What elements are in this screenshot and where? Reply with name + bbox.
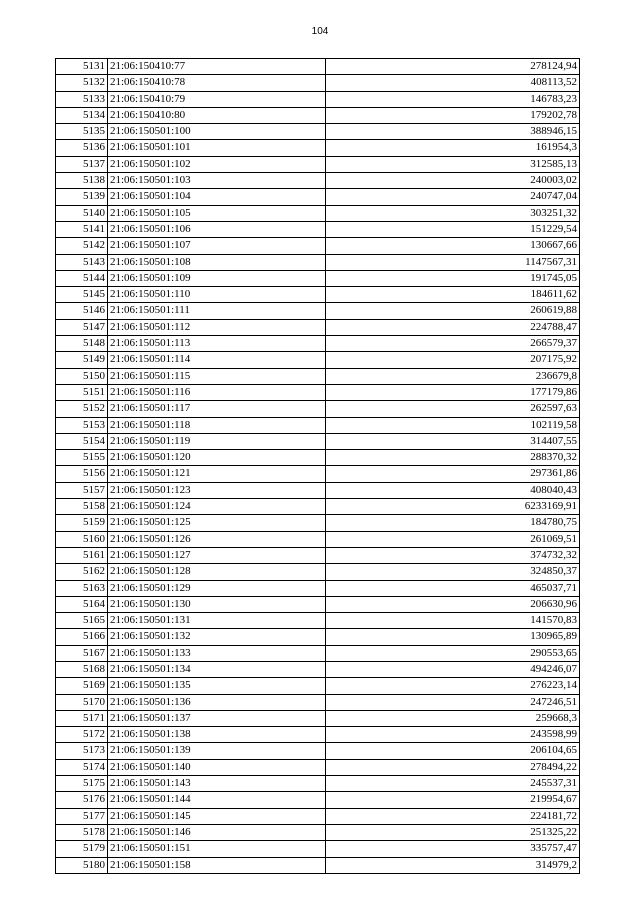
value-cell: 141570,83	[326, 613, 580, 629]
value-cell: 266579,37	[326, 336, 580, 352]
cadastral-number-cell: 21:06:150501:103	[108, 173, 326, 189]
value-cell: 240003,02	[326, 173, 580, 189]
value-cell: 224788,47	[326, 319, 580, 335]
row-number-cell: 5174	[56, 759, 108, 775]
cadastral-number-cell: 21:06:150501:126	[108, 531, 326, 547]
value-cell: 408040,43	[326, 482, 580, 498]
table-row	[56, 482, 580, 498]
row-number-cell: 5147	[56, 319, 108, 335]
value-cell: 335757,47	[326, 841, 580, 857]
table-row	[56, 384, 580, 400]
value-cell: 191745,05	[326, 270, 580, 286]
value-cell: 206104,65	[326, 743, 580, 759]
cadastral-number-cell: 21:06:150501:119	[108, 433, 326, 449]
row-number-cell: 5164	[56, 596, 108, 612]
row-number-cell: 5159	[56, 515, 108, 531]
cadastral-number-cell: 21:06:150501:117	[108, 401, 326, 417]
table-row	[56, 857, 580, 873]
table-row	[56, 91, 580, 107]
row-number-cell: 5169	[56, 678, 108, 694]
table-row	[56, 759, 580, 775]
cadastral-number-cell: 21:06:150501:137	[108, 710, 326, 726]
table-row	[56, 613, 580, 629]
value-cell: 276223,14	[326, 678, 580, 694]
table-row	[56, 450, 580, 466]
table-row	[56, 694, 580, 710]
table-row	[56, 743, 580, 759]
row-number-cell: 5155	[56, 450, 108, 466]
value-cell: 260619,88	[326, 303, 580, 319]
value-cell: 278124,94	[326, 59, 580, 75]
table-row	[56, 466, 580, 482]
value-cell: 312585,13	[326, 156, 580, 172]
value-cell: 1147567,31	[326, 254, 580, 270]
cadastral-value-table	[55, 58, 580, 874]
row-number-cell: 5157	[56, 482, 108, 498]
table-row	[56, 841, 580, 857]
cadastral-number-cell: 21:06:150501:108	[108, 254, 326, 270]
cadastral-number-cell: 21:06:150501:127	[108, 547, 326, 563]
row-number-cell: 5150	[56, 368, 108, 384]
table-row	[56, 287, 580, 303]
table-row	[56, 710, 580, 726]
table-row	[56, 776, 580, 792]
row-number-cell: 5170	[56, 694, 108, 710]
row-number-cell: 5140	[56, 205, 108, 221]
row-number-cell: 5171	[56, 710, 108, 726]
row-number-cell: 5175	[56, 776, 108, 792]
cadastral-number-cell: 21:06:150501:113	[108, 336, 326, 352]
value-cell: 184780,75	[326, 515, 580, 531]
row-number-cell: 5148	[56, 336, 108, 352]
row-number-cell: 5180	[56, 857, 108, 873]
cadastral-number-cell: 21:06:150501:135	[108, 678, 326, 694]
value-cell: 130667,66	[326, 238, 580, 254]
row-number-cell: 5139	[56, 189, 108, 205]
row-number-cell: 5162	[56, 564, 108, 580]
cadastral-number-cell: 21:06:150501:118	[108, 417, 326, 433]
cadastral-number-cell: 21:06:150501:124	[108, 499, 326, 515]
cadastral-number-cell: 21:06:150501:140	[108, 759, 326, 775]
table-row	[56, 140, 580, 156]
value-cell: 408113,52	[326, 75, 580, 91]
value-cell: 245537,31	[326, 776, 580, 792]
cadastral-number-cell: 21:06:150410:80	[108, 107, 326, 123]
table-row	[56, 580, 580, 596]
table-row	[56, 531, 580, 547]
value-cell: 290553,65	[326, 645, 580, 661]
cadastral-number-cell: 21:06:150501:116	[108, 384, 326, 400]
row-number-cell: 5152	[56, 401, 108, 417]
value-cell: 206630,96	[326, 596, 580, 612]
value-cell: 219954,67	[326, 792, 580, 808]
value-cell: 465037,71	[326, 580, 580, 596]
row-number-cell: 5178	[56, 824, 108, 840]
table-row	[56, 124, 580, 140]
row-number-cell: 5145	[56, 287, 108, 303]
row-number-cell: 5133	[56, 91, 108, 107]
table-row	[56, 173, 580, 189]
row-number-cell: 5143	[56, 254, 108, 270]
table-row	[56, 107, 580, 123]
row-number-cell: 5138	[56, 173, 108, 189]
cadastral-number-cell: 21:06:150501:110	[108, 287, 326, 303]
value-cell: 151229,54	[326, 221, 580, 237]
value-cell: 297361,86	[326, 466, 580, 482]
cadastral-number-cell: 21:06:150501:145	[108, 808, 326, 824]
cadastral-number-cell: 21:06:150501:115	[108, 368, 326, 384]
value-cell: 314407,55	[326, 433, 580, 449]
row-number-cell: 5172	[56, 727, 108, 743]
cadastral-number-cell: 21:06:150501:144	[108, 792, 326, 808]
row-number-cell: 5161	[56, 547, 108, 563]
cadastral-number-cell: 21:06:150501:120	[108, 450, 326, 466]
value-cell: 179202,78	[326, 107, 580, 123]
cadastral-number-cell: 21:06:150501:131	[108, 613, 326, 629]
table-row	[56, 678, 580, 694]
row-number-cell: 5154	[56, 433, 108, 449]
value-cell: 6233169,91	[326, 499, 580, 515]
table-row	[56, 661, 580, 677]
cadastral-number-cell: 21:06:150501:121	[108, 466, 326, 482]
cadastral-number-cell: 21:06:150501:151	[108, 841, 326, 857]
row-number-cell: 5173	[56, 743, 108, 759]
cadastral-number-cell: 21:06:150501:104	[108, 189, 326, 205]
row-number-cell: 5165	[56, 613, 108, 629]
cadastral-number-cell: 21:06:150501:134	[108, 661, 326, 677]
value-cell: 314979,2	[326, 857, 580, 873]
cadastral-number-cell: 21:06:150501:106	[108, 221, 326, 237]
row-number-cell: 5151	[56, 384, 108, 400]
table-row	[56, 270, 580, 286]
row-number-cell: 5136	[56, 140, 108, 156]
table-body	[56, 59, 580, 874]
value-cell: 494246,07	[326, 661, 580, 677]
table-row	[56, 156, 580, 172]
value-cell: 324850,37	[326, 564, 580, 580]
row-number-cell: 5158	[56, 499, 108, 515]
value-cell: 146783,23	[326, 91, 580, 107]
table-row	[56, 824, 580, 840]
table-row	[56, 352, 580, 368]
table-row	[56, 433, 580, 449]
row-number-cell: 5153	[56, 417, 108, 433]
row-number-cell: 5144	[56, 270, 108, 286]
table-row	[56, 238, 580, 254]
value-cell: 251325,22	[326, 824, 580, 840]
table-row	[56, 499, 580, 515]
row-number-cell: 5142	[56, 238, 108, 254]
row-number-cell: 5176	[56, 792, 108, 808]
value-cell: 262597,63	[326, 401, 580, 417]
cadastral-number-cell: 21:06:150501:136	[108, 694, 326, 710]
cadastral-number-cell: 21:06:150501:112	[108, 319, 326, 335]
row-number-cell: 5166	[56, 629, 108, 645]
table-row	[56, 303, 580, 319]
cadastral-number-cell: 21:06:150501:129	[108, 580, 326, 596]
cadastral-number-cell: 21:06:150501:158	[108, 857, 326, 873]
row-number-cell: 5135	[56, 124, 108, 140]
cadastral-number-cell: 21:06:150501:125	[108, 515, 326, 531]
cadastral-number-cell: 21:06:150501:143	[108, 776, 326, 792]
row-number-cell: 5149	[56, 352, 108, 368]
value-cell: 288370,32	[326, 450, 580, 466]
value-cell: 388946,15	[326, 124, 580, 140]
cadastral-number-cell: 21:06:150501:139	[108, 743, 326, 759]
table-row	[56, 401, 580, 417]
cadastral-number-cell: 21:06:150410:77	[108, 59, 326, 75]
value-cell: 102119,58	[326, 417, 580, 433]
row-number-cell: 5141	[56, 221, 108, 237]
value-cell: 278494,22	[326, 759, 580, 775]
table-row	[56, 645, 580, 661]
cadastral-number-cell: 21:06:150501:111	[108, 303, 326, 319]
value-cell: 374732,32	[326, 547, 580, 563]
value-cell: 261069,51	[326, 531, 580, 547]
cadastral-number-cell: 21:06:150501:123	[108, 482, 326, 498]
cadastral-number-cell: 21:06:150501:133	[108, 645, 326, 661]
value-cell: 303251,32	[326, 205, 580, 221]
value-cell: 161954,3	[326, 140, 580, 156]
row-number-cell: 5160	[56, 531, 108, 547]
page-number: 104	[311, 26, 329, 37]
cadastral-number-cell: 21:06:150501:101	[108, 140, 326, 156]
table-row	[56, 336, 580, 352]
cadastral-number-cell: 21:06:150501:138	[108, 727, 326, 743]
table-row	[56, 75, 580, 91]
cadastral-number-cell: 21:06:150501:146	[108, 824, 326, 840]
cadastral-number-cell: 21:06:150501:109	[108, 270, 326, 286]
table-row	[56, 205, 580, 221]
value-cell: 177179,86	[326, 384, 580, 400]
value-cell: 184611,62	[326, 287, 580, 303]
row-number-cell: 5131	[56, 59, 108, 75]
cadastral-number-cell: 21:06:150410:78	[108, 75, 326, 91]
table-row	[56, 189, 580, 205]
value-cell: 240747,04	[326, 189, 580, 205]
cadastral-number-cell: 21:06:150501:114	[108, 352, 326, 368]
row-number-cell: 5146	[56, 303, 108, 319]
row-number-cell: 5179	[56, 841, 108, 857]
cadastral-number-cell: 21:06:150410:79	[108, 91, 326, 107]
table-row	[56, 564, 580, 580]
table-row	[56, 596, 580, 612]
cadastral-number-cell: 21:06:150501:132	[108, 629, 326, 645]
cadastral-number-cell: 21:06:150501:102	[108, 156, 326, 172]
row-number-cell: 5163	[56, 580, 108, 596]
table-row	[56, 792, 580, 808]
table-row	[56, 515, 580, 531]
row-number-cell: 5167	[56, 645, 108, 661]
row-number-cell: 5156	[56, 466, 108, 482]
value-cell: 259668,3	[326, 710, 580, 726]
value-cell: 224181,72	[326, 808, 580, 824]
cadastral-number-cell: 21:06:150501:105	[108, 205, 326, 221]
table-row	[56, 368, 580, 384]
value-cell: 130965,89	[326, 629, 580, 645]
cadastral-number-cell: 21:06:150501:128	[108, 564, 326, 580]
row-number-cell: 5132	[56, 75, 108, 91]
value-cell: 243598,99	[326, 727, 580, 743]
value-cell: 207175,92	[326, 352, 580, 368]
row-number-cell: 5177	[56, 808, 108, 824]
table-row	[56, 221, 580, 237]
table-row	[56, 254, 580, 270]
row-number-cell: 5134	[56, 107, 108, 123]
table-row	[56, 319, 580, 335]
cadastral-number-cell: 21:06:150501:130	[108, 596, 326, 612]
cadastral-number-cell: 21:06:150501:100	[108, 124, 326, 140]
row-number-cell: 5137	[56, 156, 108, 172]
table-row	[56, 727, 580, 743]
table-row	[56, 547, 580, 563]
table-row	[56, 59, 580, 75]
value-cell: 236679,8	[326, 368, 580, 384]
table-row	[56, 417, 580, 433]
table-row	[56, 629, 580, 645]
table-row	[56, 808, 580, 824]
row-number-cell: 5168	[56, 661, 108, 677]
cadastral-number-cell: 21:06:150501:107	[108, 238, 326, 254]
value-cell: 247246,51	[326, 694, 580, 710]
